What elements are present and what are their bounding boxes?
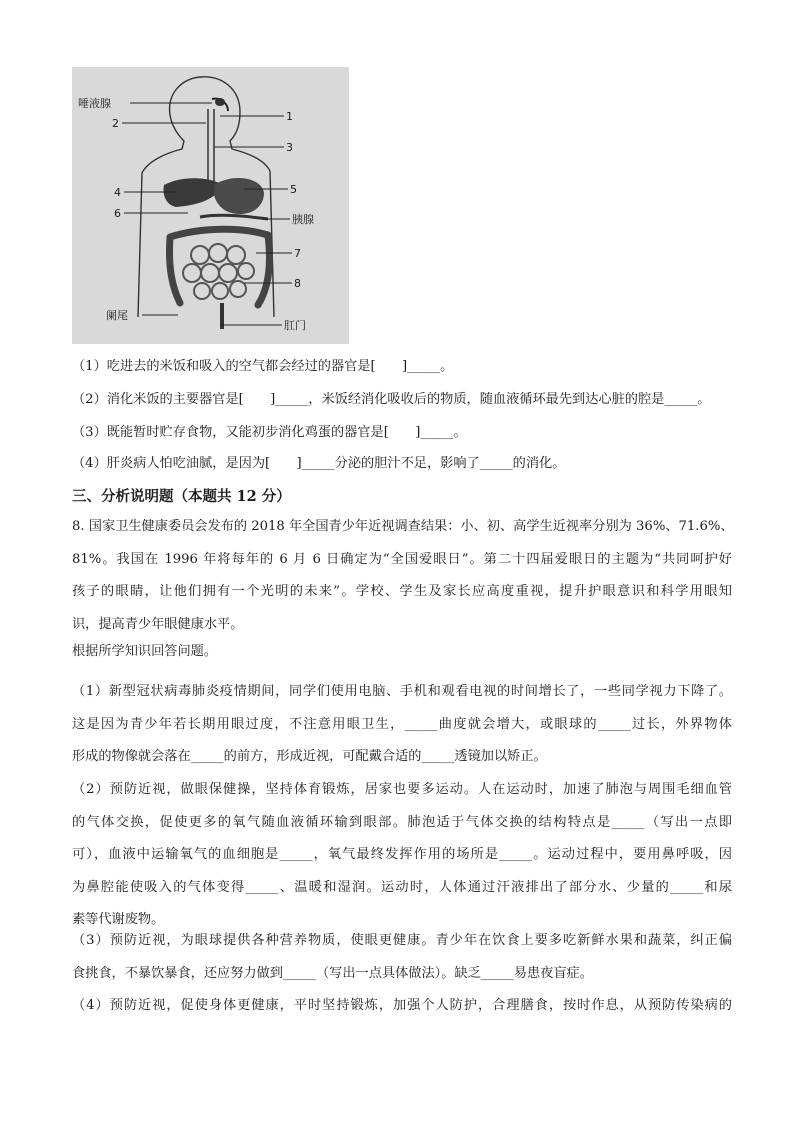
question-8-part-1-line: 这是因为青少年若长期用眼过度，不注意用眼卫生，_____曲度就会增大，或眼球的_____过长，外界物体 [72,716,732,732]
label-pancreas: 胰腺 [292,213,314,226]
question-8-intro-line: 识，提高青少年眼健康水平。 [72,616,244,632]
label-2: 2 [112,117,119,130]
question-8-part-4 [72,990,732,1023]
question-8-part-3-line: （3）预防近视，为眼球提供各种营养物质，使眼更健康。青少年在饮食上要多吃新鲜水果和蔬菜，纠正偏 [72,933,732,948]
question-8-part-2-line: 可），血液中运输氧气的血细胞是_____，氧气最终发挥作用的场所是_____。运动过程中，要用鼻呼吸，因 [72,847,732,862]
digestive-system-diagram [72,67,349,344]
label-anus: 肛门 [284,319,306,332]
question-8-part-2-line: 的气体交换，促使更多的氧气随血液循环输到眼部。肺泡适于气体交换的结构特点是_____（写出一点即 [72,814,732,830]
question-8-part-2-line: （2）预防近视，做眼保健操，坚持体育锻炼，居家也要多运动。人在运动时，加速了肺泡与周围毛细血管 [72,782,732,797]
question-8-part-2-line: 素等代谢废物。 [72,912,165,927]
question-8-intro [72,511,732,641]
question-8-part-2 [72,774,732,937]
label-1: 1 [286,110,293,123]
question-8-part-2-line: 为鼻腔能使吸入的气体变得_____、温暖和湿润。运动时，人体通过汗液排出了部分水、少量的_____和尿 [72,879,732,895]
question-7-part-2: （2）消化米饭的主要器官是[ ]_____，米饭经消化吸收后的物质，随血液循环最先到达心脏的腔是_____。 [72,392,711,407]
label-8: 8 [294,277,301,290]
question-8-intro-line: 81%。我国在 1996 年将每年的 6 月 6 日确定为“全国爱眼日”。第二十四届爱眼日的主题为“共同呵护好 [72,551,732,567]
question-7-part-1: （1）吃进去的米饭和吸入的空气都会经过的器官是[ ]_____。 [72,359,454,374]
question-8-intro-line: 孩子的眼睛，让他们拥有一个光明的未来”。学校、学生及家长应高度重视，提升护眼意识和科学用眼知 [72,584,732,599]
label-5: 5 [290,183,297,196]
label-7: 7 [294,247,301,260]
question-8-part-1-line: 形成的物像就会落在_____的前方，形成近视，可配戴合适的_____透镜加以矫正。 [72,749,547,764]
label-3: 3 [286,141,293,154]
question-7-part-3: （3）既能暂时贮存食物，又能初步消化鸡蛋的器官是[ ]_____。 [72,425,467,440]
label-salivary-gland: 唾液腺 [78,97,111,110]
question-8-part-4-line: （4）预防近视，促使身体更健康，平时坚持锻炼，加强个人防护，合理膳食，按时作息，从预防传染病的 [72,998,732,1013]
label-6: 6 [114,207,121,220]
digestive-system-figure [72,67,349,344]
label-appendix: 阑尾 [106,309,128,322]
question-8-intro-line: 8. 国家卫生健康委员会发布的 2018 年全国青少年近视调查结果：小、初、高学生近视率分别为 36%、71.6%、 [72,519,734,534]
question-8-part-3 [72,925,732,990]
section-heading: 三、分析说明题（本题共 12 分） [72,488,291,505]
question-8-part-1 [72,676,732,774]
question-8-part-1-line: （1）新型冠状病毒肺炎疫情期间，同学们使用电脑、手机和观看电视的时间增长了，一些同学视力下降了。 [72,684,732,699]
question-7-part-4: （4）肝炎病人怕吃油腻，是因为[ ]_____分泌的胆汁不足，影响了_____的消化。 [72,456,566,471]
question-8-prompt: 根据所学知识回答问题。 [72,644,218,659]
label-4: 4 [114,186,121,199]
question-8-part-3-line: 食挑食，不暴饮暴食，还应努力做到_____（写出一点具体做法）。缺乏_____易患夜盲症。 [72,965,593,981]
